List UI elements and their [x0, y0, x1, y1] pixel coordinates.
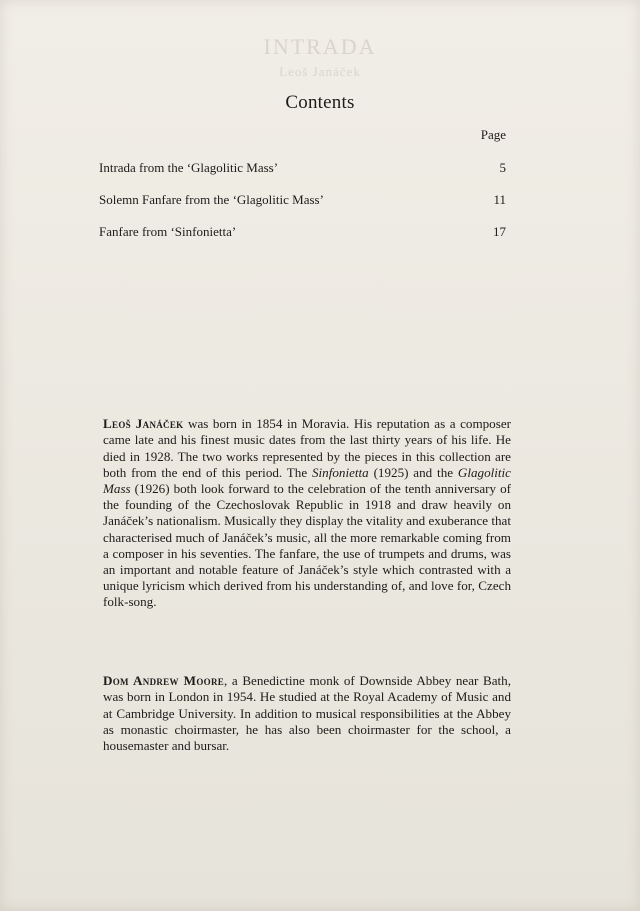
work-title-glagolitic-mass: Glagolitic Mass	[103, 464, 511, 496]
bleed-through-subtitle: Leoš Janáček	[279, 64, 361, 79]
toc-entry-page: 17	[493, 224, 506, 239]
contents-title: Contents	[285, 92, 355, 113]
bio-text: (1926) both look forward to the celebration of the tenth anniversary of the founding of the Czechoslovak Republic in 1918 and draw heavily on Janáček’s nationalism. Musically they display the vitality and exuberance that characterised much of Janáček’s music, all the more remarkable coming from a composer in his seventies. The fanfare, the use of trumpets and drums, was an important and notable feature of Janáček’s style which contrasted with a unique lyricism which derived from his understanding of, and love for, Czech folk-song.	[103, 480, 511, 610]
composer-name: Leoš Janáček	[103, 416, 184, 432]
page-column-heading: Page	[480, 127, 506, 142]
toc-entry-page: 11	[493, 192, 506, 207]
work-title-sinfonietta: Sinfonietta	[311, 464, 369, 480]
toc-entry-page: 5	[499, 160, 506, 175]
toc-entry	[99, 192, 506, 224]
toc-entry-title: Fanfare from ‘Sinfonietta’	[99, 224, 237, 239]
bio-text: was born in 1854 in Moravia. His reputation as a composer came late and his finest music dates from the last thirty years of his life. He died in 1928. The two works represented by the pieces in this collection are both from the end of this period. The	[103, 416, 511, 480]
bleed-through-title: INTRADA	[263, 34, 377, 59]
toc-entry-title: Intrada from the ‘Glagolitic Mass’	[99, 160, 279, 175]
bio-text: , a Benedictine monk of Downside Abbey near Bath, was born in London in 1954. He studied at the Royal Academy of Music and at Cambridge University. In addition to musical responsibilities at the Abbey as monastic choirmaster, he has also been choirmaster for the school, a housemaster and bursar.	[103, 673, 511, 753]
toc-entry	[99, 224, 506, 256]
arranger-biography	[103, 673, 511, 754]
arranger-name: Dom Andrew Moore	[103, 673, 225, 689]
table-of-contents	[99, 160, 506, 256]
toc-entry-title: Solemn Fanfare from the ‘Glagolitic Mass’	[99, 192, 324, 207]
toc-entry	[99, 160, 506, 192]
composer-biography	[103, 416, 511, 610]
bio-text: (1925) and the	[368, 464, 458, 480]
